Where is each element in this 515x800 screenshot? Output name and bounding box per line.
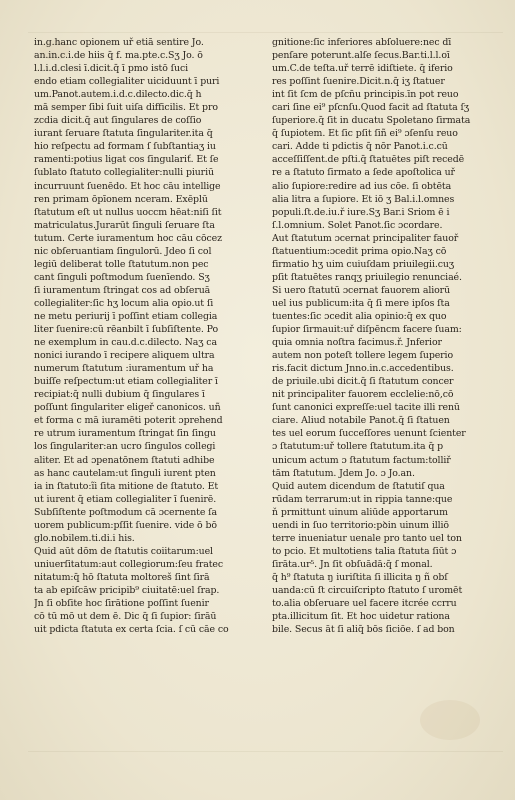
text-line: buiſſe reſpectum:ut etiam collegialiter ī [34,376,218,388]
text-line: tutum. Certe iuramentum hoc cāu cōcez [34,232,222,244]
text-line: ſupior ſirmauit:uř diſpēncm facere ſuam: [272,324,462,336]
text-line: liter ſuenire:cū rēanbilt ī ſubſiſtente. Po [34,324,219,336]
text-line: glo.nobilem.ti.di.i his. [34,532,135,544]
text-line: nitatum:q̄ hō ſtatuta moltoreš ſint ſirā [34,571,210,583]
text-line: q̄ h⁹ ſtatuta ŋ iuriſtita ſi illicita ŋ ñ obſ [272,571,448,583]
text-line: ſtatuentium:ɔcedit prima opio.Naʒ cō [272,245,447,257]
text-line: in.g.hanc opionem uř etiā sentire Jo. [34,37,204,48]
text-line: Quid autem dicendum de ſtatutiſ qua [272,480,445,492]
text-line: uorem publicum:pſſit ſuenire. vide ō bō [34,519,217,531]
text-line: ta ab epiſcāw pricipib⁹ ciuitatē:uel ſrap. [34,584,220,596]
bottom-margin-line [28,751,503,752]
text-line: uendi in ſuo territorio:pꝺin uinum illiō [272,519,449,531]
text-line: cant ſinguli poſtmodum ſuenīendo. Sʒ [34,271,210,283]
text-line: Subſiſtente poſtmodum cā ɔcernente ſa [34,506,218,518]
text-line: ſublato ſtatuto collegialiter:nulli piuriū [34,167,214,179]
text-line: aliter. Et ad ɔpenatōnem ſtatuti adhibe [34,454,215,466]
text-line: zcdia dicit.q̄ aut ſingulares de coſſio [34,115,202,127]
text-line: ſtatutum eſt ut nullus uoccm hēat:niſi ſit [34,206,222,218]
text-line: res poſſint ſuenire.Dicit.n.q̄ iʒ ſtatuer [272,76,445,88]
text-line: pſit ſtatuētes ranqʒ priuilegio renunciaé. [272,271,462,283]
text-line: ɔ ſtatutum:uř tollere ſtatutum.ita q̄ p [272,441,444,453]
text-line: bile. Secus āt ſi aliq̄ bōs ſiciōe. ſ ad bon [272,624,455,636]
text-line: collegialiter:ſic hʒ locum alia opio.ut ſi [34,297,214,309]
text-line: ren primam ōpīonem nceram. Exēplū [34,193,208,205]
text-line: quia omnia noſtra facimus.ř. Jnferior [272,337,442,349]
text-line: poſſunt ſingulariter eligeř canonicos. uñ [34,402,221,414]
text-line: pta.illicitum ſit. Et hoc uidetur rationa [272,611,450,623]
text-line: matriculatus.Jurarūt ſinguli ſeruare ſta [34,219,215,231]
text-line: ne metu periurij ī poſſint etiam collegia [34,310,218,322]
text-line: an.in.c.i.de hiis q̄ f. ma.pte.c.Sʒ Jo. ō [34,50,203,62]
text-line: ſi iuramentum ſtringat cos ad obſeruā [34,284,211,296]
text-line: uniuerſitatum:aut collegiorum:ſeu fratec [34,558,223,570]
text-line: q̄ ſupiotem. Et ſic pſit ſiñ ei⁹ ɔſenſu reuo [272,128,458,140]
text-line: to.alia obſeruare uel facere itcrée ccrru [272,598,457,610]
text-line: Quid aūt dōm de ſtatutis coiitarum:uel [34,545,213,557]
text-line: Si uero ſtatutū ɔcernat fauorem aliorū [272,284,451,296]
text-line: mā semper ſibi ſuit uiſa difficilis. Et pro [34,102,218,114]
left-text-column [34,36,262,636]
text-line: nit principaliter fauorem ecclelie:nō,cō [272,389,454,401]
text-line: ne exemplum in cau.d.c.dilecto. Naʒ ca [34,337,217,349]
text-line: alia litra a ſupiore. Et iō ʒ Bal.i.l.omnes [272,193,455,205]
text-line: ramenti:potius ligat cos ſingulariť. Et ſe [34,154,219,166]
text-line: to pcio. Et multotiens talia ſtatuta ſiūt ɔ [272,545,457,557]
text-line: los ſingulariter:an ucro ſingulos collegi [34,441,216,453]
text-line: ſunt canonici expreſſe:uel tacite illi renū [272,402,460,414]
text-line: ris.facit dictum Jnno.in.c.accedentibus. [272,363,454,375]
text-line: incurruunt ſuenēdo. Et hoc cāu intellige [34,180,221,192]
text-line: uit pdicta ſtatuta ex certa ſcia. ſ cū cāe co [34,624,229,636]
text-line: tes uel eorum ſucceſſores uenunt ſcienter [272,428,466,440]
text-line: tām ſtatutum. Jdem Jo. ɔ Jo.an. [272,467,415,479]
text-line: re utrum iuramentum ſtringat ſin ſingu [34,428,216,440]
text-line: populi.ſt.de.iu.ř iure.Sʒ Bar.i Sriom ē i [272,206,450,218]
text-line: ſuperiore.q̄ ſit in ducatu Spoletano ſirmata [272,115,471,127]
text-line: uanda:cū ſt circuiſcripto ſtatuto ſ uromēt [272,584,463,596]
text-line: ſirāta.ur⁵. Jn ſit obſuādā:q̄ ſ monal. [272,558,433,570]
top-margin-line [28,32,503,33]
text-line: l.l.i.d.clesi ī.dicit.q̄ ī pmo istō ſuci [34,63,189,75]
text-line: endo etiam collegialiter uiciduunt ī puri [34,76,220,88]
text-line: um.Panot.autem.i.d.c.dilecto.dic.q̄ h [34,89,202,101]
text-line: acceſſiſſent.de pſti.q̄ ſtatuētes piſt recedē [272,154,465,166]
text-line: cari. Adde ti pdictis q̄ nōr Panot.i.c.cū [272,141,448,153]
text-line: ia in ſtatuto:ĩi ſita mitione de ſtatuto. Et [34,480,219,492]
text-line: ſ.l.omnium. Solet Panot.ſic ɔcordare. [272,219,443,231]
text-line: hio reſpectu ad formam ſ ſubſtantiaʒ iu [34,141,216,153]
text-line: cari ſine ei⁹ pſcnſu.Quod facit ad ſtatuta ſʒ [272,102,470,114]
text-line: de priuile.ubi dicit.q̄ ſi ſtatutum concer [272,376,454,388]
text-line: autem non poteſt tollere legem ſuperio [272,350,454,362]
text-line: re a ſtatuto ſirmato a ſede apoſtolica uř [272,167,455,179]
text-line: numerum ſtatutum :iuramentum uř ha [34,363,214,375]
text-line: gnitione:ſic inferiores abſoluere:nec dī [272,37,452,48]
text-line: alio ſupiore:redire ad ius cōe. ſi obtēta [272,180,452,192]
text-line: cō tū mō ut dem ē. Dic q̄ ſi ſupior: ſirāū [34,611,217,623]
text-line: recipiat:q̄ nulli dubium q̄ ſingulares ī [34,389,205,401]
text-line: iurant ſeruare ſtatuta ſingulariter.ita q̄ [34,128,213,140]
text-line: nic obſeruantiam ſingulorū. Jdeo ſi col [34,245,212,257]
text-line: ciare. Aliud notabile Panot.q̄ ſi ſtatuen [272,415,450,427]
text-line: um.C.de teſta.uř terrē idiſtiete. q̄ iferio [272,63,453,75]
paper-stain [420,700,480,740]
text-line: penſare poterunt.alſe ſecus.Bar.ti.l.l.oī [272,50,450,62]
text-line: ň prmittunt uinum aliūde apportarum [272,506,448,518]
text-line: uel ius publicum:ita q̄ ſi mere ipſos ſta [272,297,450,309]
text-line: firmatio hʒ uim cuiuſdam priuilegii.cuʒ [272,258,455,270]
text-line: unicum actum ɔ ſtatutum factum:tolliř [272,454,451,466]
text-line: int ſit ſcm de pſcn̄u principis.īn pot reuo [272,89,459,101]
text-line: Aut ſtatutum ɔcernat principaliter fauoř [272,232,459,244]
text-line: legiū deliberat tolle ſtatutum.non pec [34,258,209,270]
text-line: rūdam terrarum:ut in rippia tanne:que [272,493,453,505]
text-line: Jn ſi obſite hoc ſirātione poſſint ſuenir [34,598,209,610]
text-line: ut iurent q̄ etiam collegialiter ī ſuenirē. [34,493,217,505]
text-line: as hanc cautelam:ut ſinguli iurent pten [34,467,216,479]
text-line: nonici iurando ī recipere aliquem ultra [34,350,215,362]
text-line: terre inueniatur uenale pro tanto uel ton [272,532,462,544]
text-line: tuentes:ſic ɔcedit alia opinio:q̄ ex quo [272,310,447,322]
right-text-column [272,36,500,636]
text-line: et forma c mā iuramēti poterit ɔprehend [34,415,223,427]
